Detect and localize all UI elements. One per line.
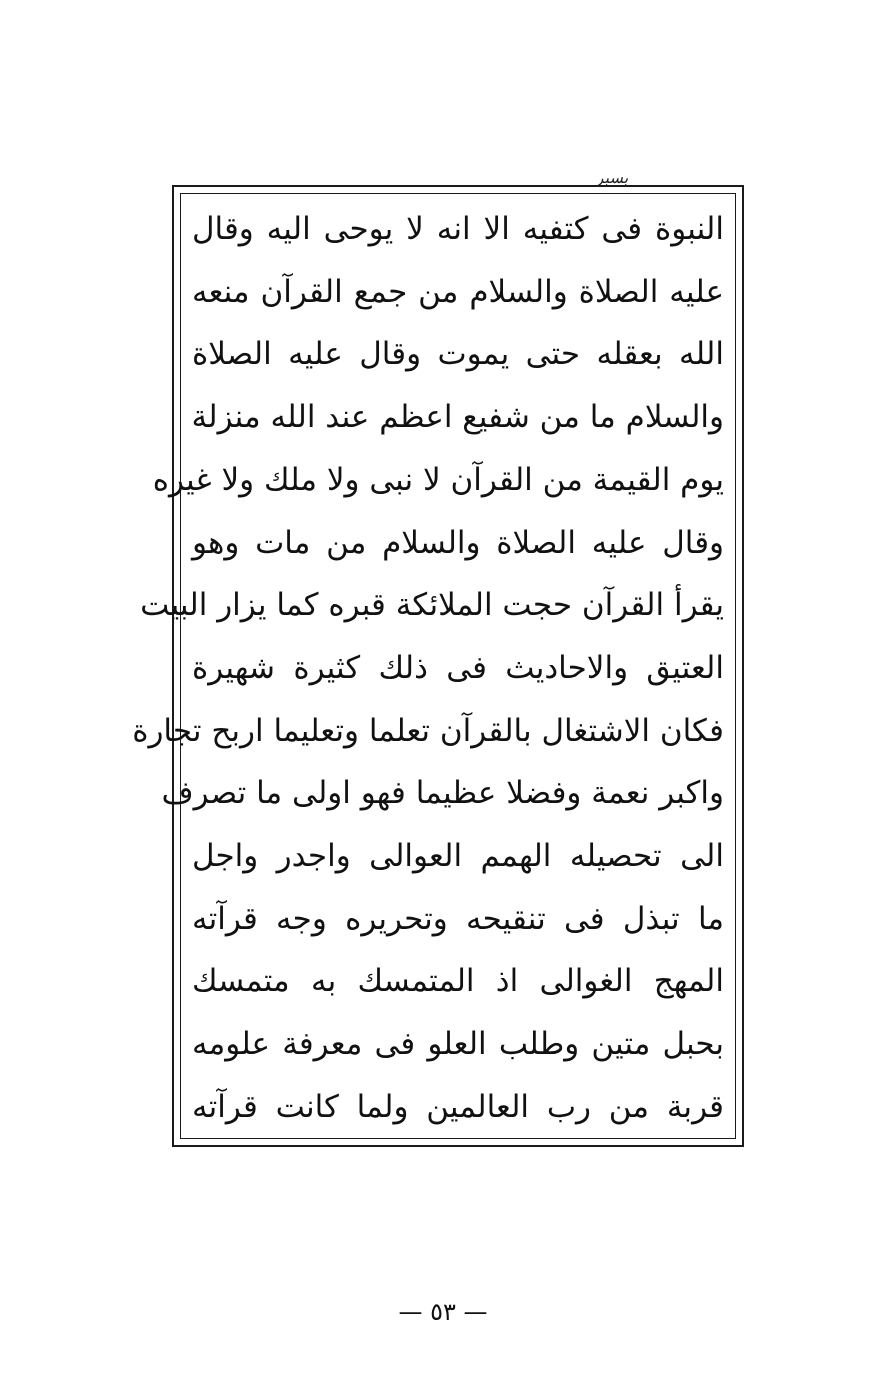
top-handwritten-mark: بسبر: [595, 168, 629, 187]
text-line: واكبر نعمة وفضلا عظيما فهو اولى ما تصرف: [161, 775, 724, 812]
text-line: بحبل متين وطلب العلو فى معرفة علومه: [192, 1026, 724, 1063]
text-line: يقرأ القرآن حجت الملائكة قبره كما يزار البيت: [140, 587, 724, 624]
text-line: الله بعقله حتى يموت وقال عليه الصلاة: [192, 336, 724, 373]
text-line: ما تبذل فى تنقيحه وتحريره وجه قرآته: [192, 900, 724, 937]
text-line: عليه الصلاة والسلام من جمع القرآن منعه: [192, 273, 724, 310]
page-number: — ٥٣ —: [398, 1298, 488, 1326]
text-line: العتيق والاحاديث فى ذلك كثيرة شهيرة: [192, 649, 724, 686]
text-line: النبوة فى كتفيه الا انه لا يوحى اليه وقال: [192, 211, 724, 247]
text-line: المهج الغوالى اذ المتمسك به متمسك: [192, 963, 724, 1000]
text-line: قربة من رب العالمين ولما كانت قرآته: [192, 1088, 724, 1125]
text-line: والسلام ما من شفيع اعظم عند الله منزلة: [191, 399, 724, 436]
text-line: يوم القيمة من القرآن لا نبى ولا ملك ولا غيره: [152, 461, 724, 498]
text-line: فكان الاشتغال بالقرآن تعلما وتعليما اربح تجارة: [132, 712, 724, 749]
arabic-text-block: [132, 203, 724, 1133]
text-line: الى تحصيله الهمم العوالى واجدر واجل: [192, 838, 724, 875]
text-line: وقال عليه الصلاة والسلام من مات وهو: [192, 524, 724, 561]
